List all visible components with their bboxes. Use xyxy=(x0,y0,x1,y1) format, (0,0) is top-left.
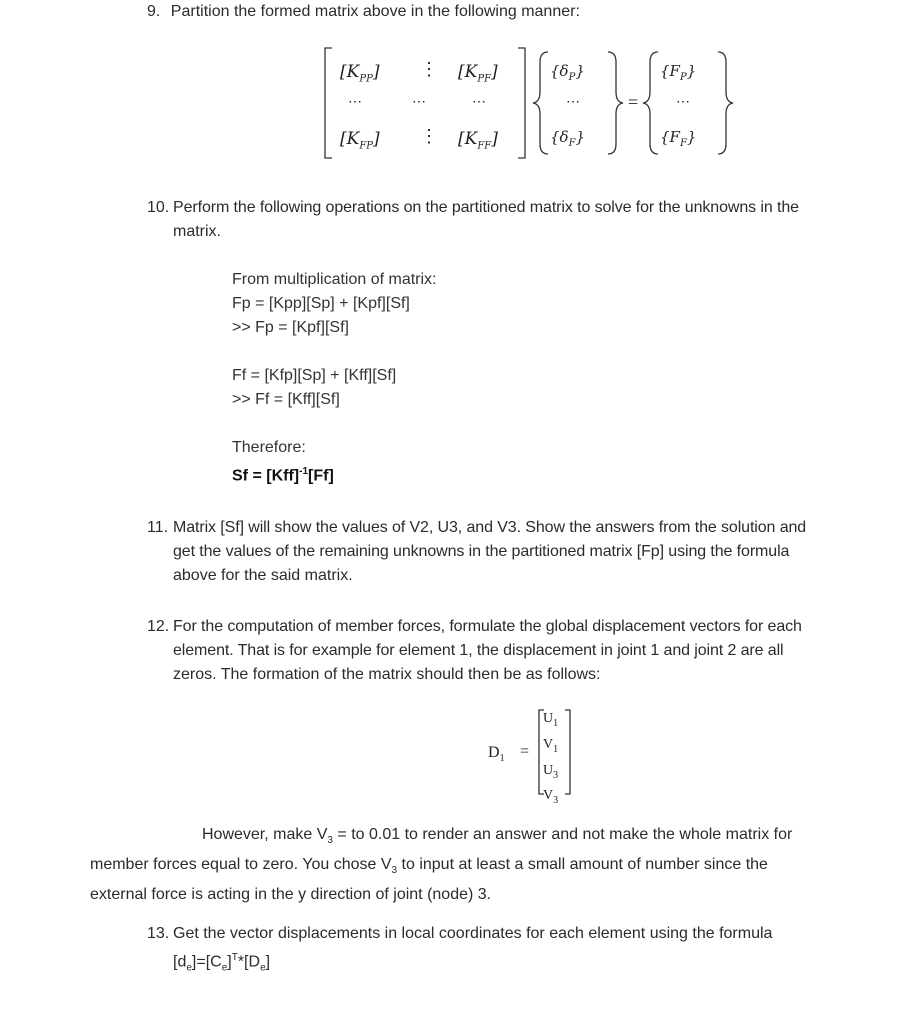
d1-row-1: $U_1$ xyxy=(543,711,559,729)
delta-f: $\{\delta_F\}$ xyxy=(550,128,586,149)
k-fp: $[K_{FP}]$ xyxy=(340,129,380,152)
item-12-line-2: element. That is for example for element 1, the displacement in joint 1 and joint 2 are all xyxy=(173,642,784,659)
vdots-2: ⋮ xyxy=(420,126,438,146)
sf-equation: Sf = [Kff]$^{-1}$[Ff] xyxy=(232,466,334,485)
hdots-3: ⋯ xyxy=(472,95,488,110)
equals-sign: = xyxy=(628,92,639,112)
however-line-2: member forces equal to zero. You chose $V_3$ to input at least a small amount of number since the xyxy=(90,856,768,877)
delta-p: $\{\delta_P\}$ xyxy=(550,62,585,83)
fp-equation: Fp = [Kpp][Sp] + [Kpf][Sf] xyxy=(232,295,410,312)
item-9-text: Partition the formed matrix above in the following manner: xyxy=(170,3,580,20)
k-pp: $[K_{PP}]$ xyxy=(340,62,380,85)
item-11-line-1: Matrix [Sf] will show the values of V2, U3, and V3. Show the answers from the solution and xyxy=(173,519,807,536)
f-p: $\{F_P\}$ xyxy=(660,62,697,83)
item-11-number: 11. xyxy=(147,519,169,536)
item-11 xyxy=(147,516,907,588)
item-10-number: 10. xyxy=(147,199,170,216)
item-13 xyxy=(147,922,907,981)
item-12-line-1: For the computation of member forces, formulate the global displacement vectors for each xyxy=(173,618,802,635)
item-11-line-3: above for the said matrix. xyxy=(173,567,353,584)
item-13-number: 13. xyxy=(147,925,170,942)
k-ff: $[K_{FF}]$ xyxy=(458,129,498,152)
partitioned-matrix-equation xyxy=(322,42,742,162)
item-10-line-2: matrix. xyxy=(173,223,221,240)
d1-row-4: $V_3$ xyxy=(543,788,559,807)
however-paragraph xyxy=(90,823,870,907)
ff-equation: Ff = [Kfp][Sp] + [Kff][Sf] xyxy=(232,367,397,384)
fp-result: >> Fp = [Kpf][Sf] xyxy=(232,319,349,336)
d1-row-3: $U_3$ xyxy=(543,762,559,781)
d1-label: $D_1$ xyxy=(488,744,505,765)
from-multiplication-label: From multiplication of matrix: xyxy=(232,271,437,288)
d1-vector-equation xyxy=(488,706,588,807)
d1-row-2: $V_1$ xyxy=(543,736,559,755)
item-9-number: 9. xyxy=(147,3,161,20)
item-12-line-3: zeros. The formation of the matrix should then be as follows: xyxy=(173,666,601,683)
item-10 xyxy=(147,196,907,244)
item-13-formula: $[d_e]=[C_e]^T*[D_e]$ xyxy=(173,952,271,974)
ff-result: >> Ff = [Kff][Sf] xyxy=(232,391,340,408)
k-pf: $[K_{PF}]$ xyxy=(458,62,498,85)
item-11-line-2: get the values of the remaining unknowns in the partitioned matrix [Fp] using the formula xyxy=(173,543,790,560)
item-10-line-1: Perform the following operations on the partitioned matrix to solve for the unknowns in the xyxy=(173,199,799,216)
hdots-5: ⋯ xyxy=(676,95,692,110)
item-13-line-1: Get the vector displacements in local coordinates for each element using the formula xyxy=(173,925,773,942)
item-12 xyxy=(147,615,917,687)
hdots-1: ⋯ xyxy=(348,95,364,110)
d1-rows xyxy=(543,708,558,811)
d1-equals: = xyxy=(520,743,530,760)
however-line-3: external force is acting in the y direction of joint (node) 3. xyxy=(90,886,492,904)
d1-brackets xyxy=(488,706,588,798)
however-line-1: However, make $V_3$ = to 0.01 to render an answer and not make the whole matrix for xyxy=(202,826,793,847)
therefore-label: Therefore: xyxy=(232,439,306,456)
item-9 xyxy=(147,0,580,24)
f-f: $\{F_F\}$ xyxy=(660,128,697,149)
item-12-number: 12. xyxy=(147,618,170,635)
hdots-2: ⋯ xyxy=(412,95,428,110)
vdots-1: ⋮ xyxy=(420,59,438,79)
hdots-4: ⋯ xyxy=(566,95,582,110)
derivation-block xyxy=(232,268,632,488)
